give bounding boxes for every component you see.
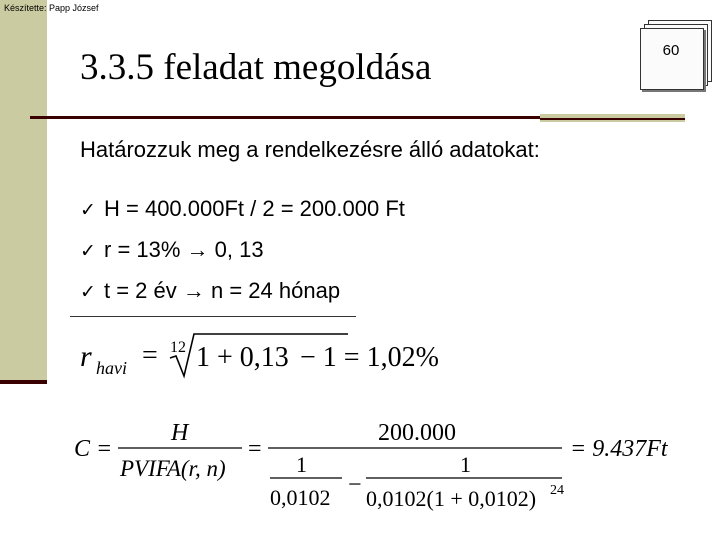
monthly-rate-formula [78,330,478,382]
check-icon: ✓ [80,240,96,262]
author-label: Készítette: Papp József [4,3,99,13]
formula-rest: − 1 = 1,02% [300,342,439,373]
fraction-numerator: H [171,420,189,446]
formula-result: = 9.437Ft [570,436,668,462]
sidebar-bottom-bar [0,380,47,384]
list-item: ✓ r = 13% → 0, 13 [80,237,264,262]
title-rule [30,116,540,119]
formula-lhs: r [80,340,92,373]
svg-text:0,0102: 0,0102 [270,485,331,510]
fraction-denominator: PVIFA(r, n) [120,456,226,481]
check-icon: ✓ [80,281,96,303]
slide-title: 3.3.5 feladat megoldása [80,47,432,88]
svg-text:−: − [348,472,362,498]
svg-text:1: 1 [296,452,307,477]
intro-text: Határozzuk meg a rendelkezésre álló adatokat: [80,137,540,162]
slide-number: 60 [662,42,680,59]
svg-text:24: 24 [550,483,564,498]
root-index: 12 [170,339,186,356]
present-value-formula [72,412,692,522]
formula-c: C = [74,436,113,462]
svg-text:=: = [248,436,262,462]
slide-number-badge [618,12,718,102]
principal-value: 200.000 [378,420,456,446]
list-item: ✓ H = 400.000Ft / 2 = 200.000 Ft [80,196,405,221]
radicand: 1 + 0,13 [196,342,289,373]
sidebar-decoration [0,0,47,382]
data-list [80,196,405,319]
svg-text:=: = [142,340,158,371]
formula-lhs-sub: havi [96,358,127,378]
list-item: ✓ t = 2 év → n = 24 hónap [80,278,341,303]
svg-text:1: 1 [460,452,471,477]
svg-text:0,0102(1 + 0,0102): 0,0102(1 + 0,0102) [366,486,537,511]
list-underline [70,316,356,317]
check-icon: ✓ [80,199,96,221]
